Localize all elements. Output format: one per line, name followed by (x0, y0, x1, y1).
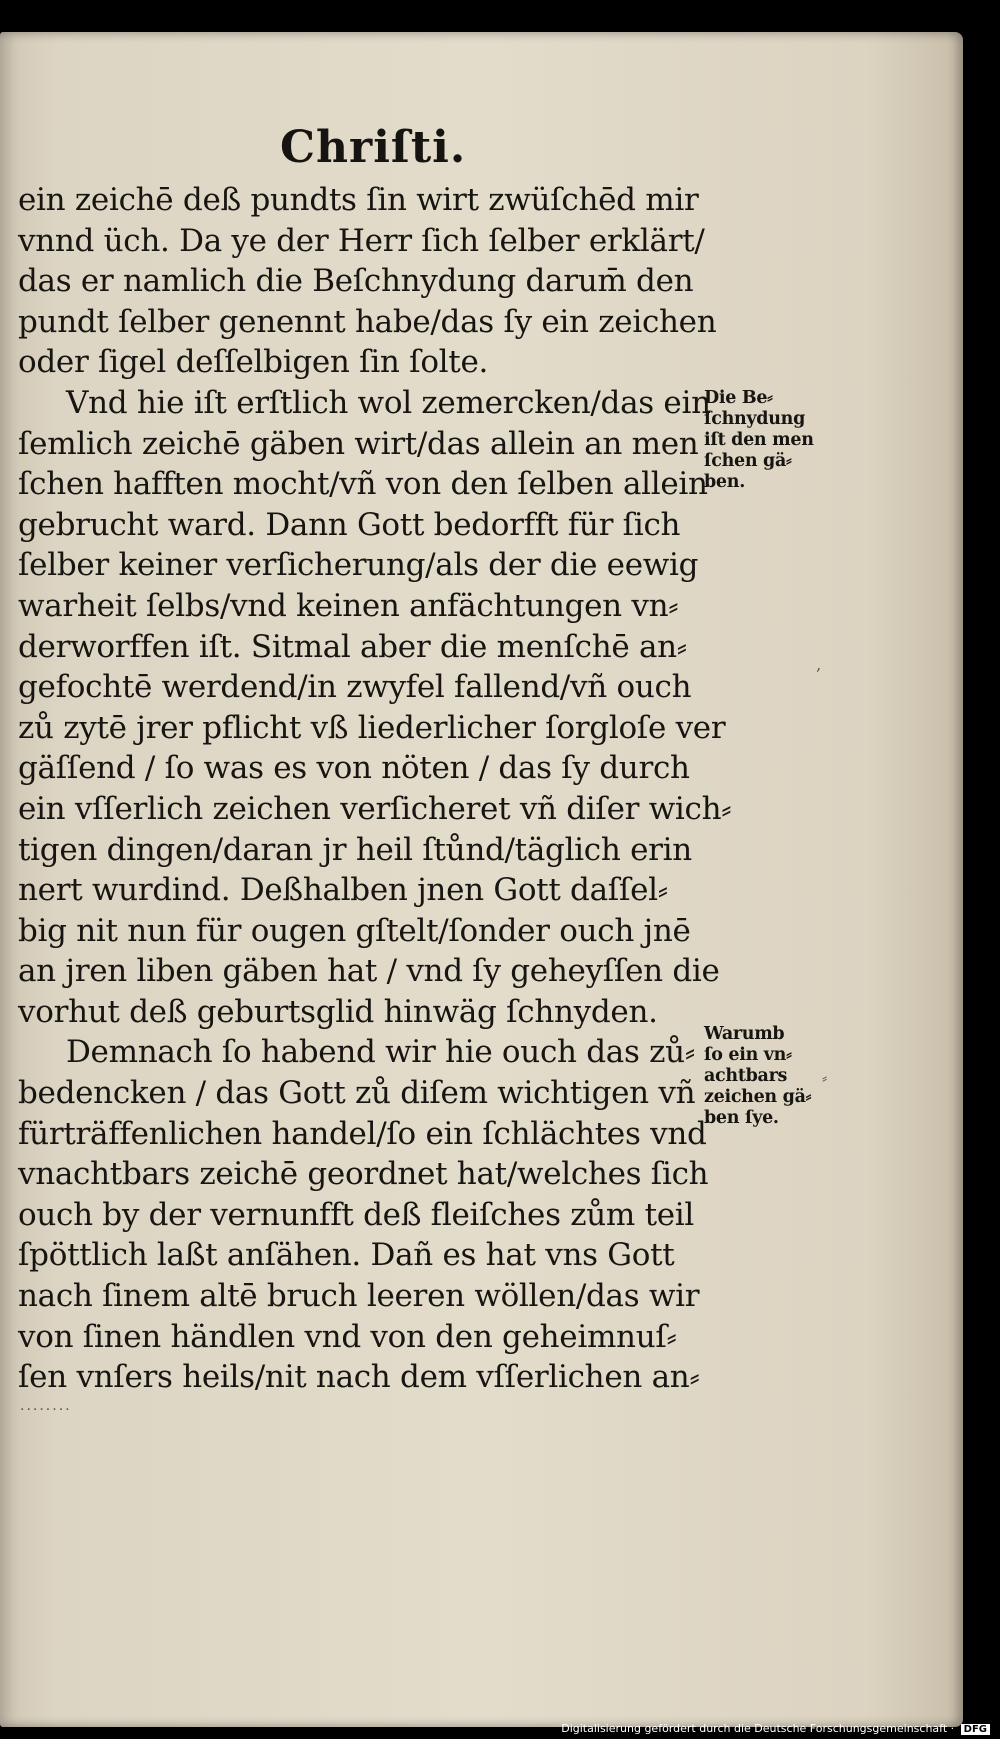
dfg-logo-icon: DFG (961, 1724, 990, 1735)
text-line: das er namlich die Beſchnydung darum̄ den (18, 263, 694, 300)
text-line: ſen vnſers heils/nit nach dem vſſerlichen an⸗ (18, 1359, 700, 1396)
text-line: vorhut deß geburtsglid hinwäg ſchnyden. (18, 993, 658, 1030)
marginal-note-line: ſchen gä⸗ (704, 451, 792, 471)
stray-ink-mark: ‚ (816, 655, 822, 674)
credit-text: Digitalisierung gefördert durch die Deutsche Forschungsgemeinschaft (561, 1722, 948, 1735)
bleed-through-marks: ........ (20, 1398, 72, 1414)
marginal-note-line: Die Be⸗ (704, 388, 773, 408)
text-line: derworffen iſt. Sitmal aber die menſchē an⸗ (18, 628, 687, 665)
text-line: nach ſinem altē bruch leeren wöllen/das wir (18, 1278, 700, 1315)
running-header: Chriſti. (280, 122, 467, 173)
text-line: bedencken / das Gott zů diſem wichtigen vñ (18, 1075, 696, 1112)
marginal-note-line: achtbars (704, 1066, 788, 1086)
text-line: ſemlich zeichē gäben wirt/das allein an men (18, 425, 699, 462)
text-line: gebrucht ward. Dann Gott bedorfft für ſich (18, 506, 681, 543)
text-line: oder ſigel deſſelbigen ſin ſolte. (18, 344, 489, 381)
main-text-block (18, 180, 732, 1398)
text-line: nert wurdind. Deßhalben jnen Gott daſſel⸗ (18, 872, 668, 909)
text-line: vnachtbars zeichē geordnet hat/welches ſich (18, 1156, 709, 1193)
text-line: ſelber keiner verſicherung/als der die eewig (18, 547, 699, 584)
marginal-note-line: ſo ein vn⸗ (704, 1045, 792, 1065)
text-line: tigen dingen/daran jr heil ſtůnd/täglich erin (18, 831, 692, 868)
text-line: gefochtē werdend/in zwyfel fallend/vñ ouch (18, 669, 692, 706)
marginal-note-line: zeichen gä⸗ (704, 1087, 812, 1107)
text-line: von ſinen händlen vnd von den geheimnuſ⸗ (18, 1318, 677, 1355)
text-line: pundt ſelber genennt habe/das ſy ein zeichen (18, 303, 717, 340)
text-line: Demnach ſo habend wir hie ouch das zů⸗ (66, 1034, 695, 1071)
marginal-note-line: Warumb (704, 1024, 785, 1044)
text-line: ein vſſerlich zeichen verſicheret vñ diſer wich⸗ (18, 790, 732, 827)
text-line: ouch by der vernunfft deß fleiſches zům teil (18, 1196, 695, 1233)
text-line: warheit ſelbs/vnd keinen anfächtungen vn⸗ (18, 587, 679, 624)
text-line: an jren liben gäben hat / vnd ſy geheyſſen die (18, 953, 720, 990)
text-line: ſchen hafften mocht/vñ von den ſelben allein (18, 466, 708, 503)
text-line: zů zytē jrer pflicht vß liederlicher ſorgloſe ver (18, 709, 726, 746)
text-line: vnnd üch. Da ye der Herr ſich ſelber erklärt/ (18, 222, 705, 259)
marginal-note-line: ben ſye. (704, 1108, 779, 1128)
text-line: ſpöttlich laßt anſähen. Dañ es hat vns Gott (18, 1237, 675, 1274)
marginal-note-line: iſt den men (704, 430, 814, 450)
digitization-credit: Digitalisierung gefördert durch die Deutsche Forschungsgemeinschaft · DFG (561, 1722, 990, 1735)
text-line: ein zeichē deß pundts ſin wirt zwüſchēd mir (18, 182, 699, 218)
marginal-note-line: ſchnydung (704, 409, 806, 429)
text-line: fürträffenlichen handel/ſo ein ſchlächtes vnd (18, 1115, 707, 1152)
marginal-note-circumcision (704, 388, 844, 493)
marginal-note-line: ben. (704, 472, 745, 492)
text-line: gäſſend / ſo was es von nöten / das ſy durch (18, 750, 690, 787)
text-line: Vnd hie iſt erſtlich wol zemercken/das ein (66, 384, 711, 421)
text-line: big nit nun für ougen gſtelt/ſonder ouch jnē (18, 912, 691, 949)
stray-ink-mark: ⸗ (822, 1068, 828, 1087)
